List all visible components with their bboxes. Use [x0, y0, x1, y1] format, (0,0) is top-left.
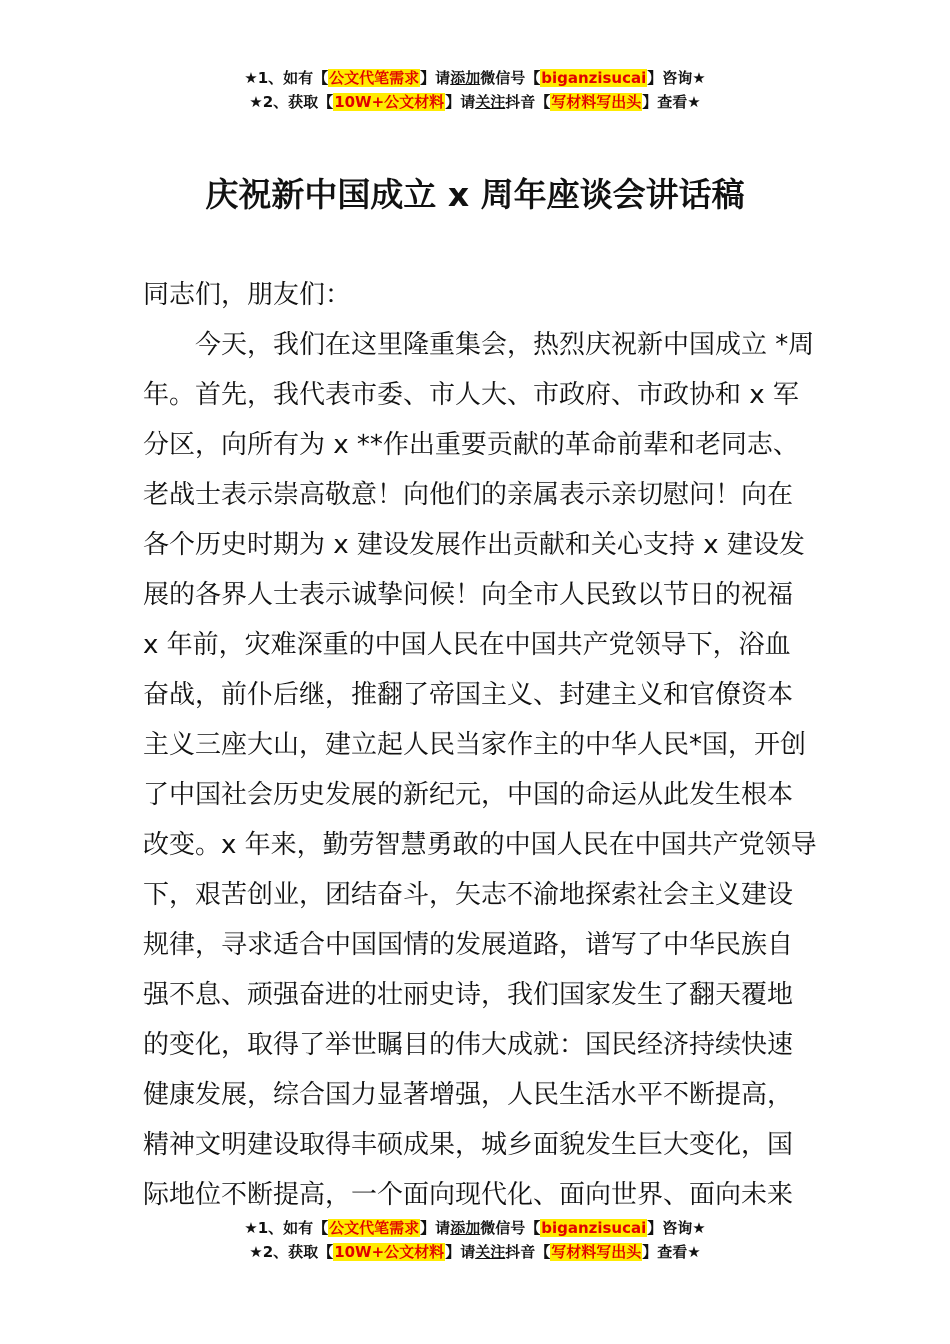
body-line: 分区，向所有为 x **作出重要贡献的革命前辈和老同志、: [143, 430, 799, 460]
body-line: 今天，我们在这里隆重集会，热烈庆祝新中国成立 *周: [143, 330, 815, 360]
body-line: 健康发展，综合国力显著增强，人民生活水平不断提高，: [143, 1080, 794, 1110]
document-title: 庆祝新中国成立 x 周年座谈会讲话稿: [205, 175, 745, 214]
body-line: 同志们，朋友们：: [143, 280, 352, 310]
banner-underlined: 添加: [450, 1219, 481, 1237]
banner-line-2: [0, 1240, 950, 1264]
banner-text: 抖音【: [505, 1243, 551, 1261]
highlight-douyin: 写材料写出头: [551, 1243, 642, 1261]
body-line: 了中国社会历史发展的新纪元，中国的命运从此发生根本: [143, 780, 794, 810]
body-line: x 年前，灾难深重的中国人民在中国共产党领导下，浴血: [143, 630, 791, 660]
body-line: 改变。x 年来，勤劳智慧勇敢的中国人民在中国共产党领导: [143, 830, 817, 860]
body-line: 强不息、顽强奋进的壮丽史诗，我们国家发生了翻天覆地: [143, 980, 794, 1010]
highlight-wechat-id: biganzisucai: [541, 1219, 647, 1237]
banner-text: ★1、如有【: [244, 69, 329, 87]
banner-text: 微信号【: [480, 69, 541, 87]
banner-underlined: 关注: [475, 1243, 506, 1261]
banner-line-1: [0, 66, 950, 90]
body-line: 主义三座大山，建立起人民当家作主的中华人民*国，开创: [143, 730, 807, 760]
body-line: 年。首先，我代表市委、市人大、市政府、市政协和 x 军: [143, 380, 799, 410]
banner-text: 】咨询★: [647, 69, 706, 87]
banner-line-1: [0, 1216, 950, 1240]
banner-underlined: 关注: [475, 93, 506, 111]
banner-text: ★1、如有【: [244, 1219, 329, 1237]
banner-text: ★2、获取【: [249, 93, 334, 111]
banner-text: 】请: [445, 93, 476, 111]
banner-text: 】查看★: [642, 1243, 701, 1261]
banner-text: 】请: [420, 69, 451, 87]
banner-line-2: [0, 90, 950, 114]
highlight-materials: 10W+公文材料: [334, 93, 445, 111]
banner-text: 】查看★: [642, 93, 701, 111]
body-line: 展的各界人士表示诚挚问候！向全市人民致以节日的祝福: [143, 580, 794, 610]
document-body: [143, 270, 817, 1220]
banner-text: ★2、获取【: [249, 1243, 334, 1261]
body-line: 精神文明建设取得丰硕成果，城乡面貌发生巨大变化，国: [143, 1130, 794, 1160]
body-line: 各个历史时期为 x 建设发展作出贡献和关心支持 x 建设发: [143, 530, 805, 560]
banner-text: 】请: [445, 1243, 476, 1261]
banner-text: 】咨询★: [647, 1219, 706, 1237]
highlight-service: 公文代笔需求: [329, 1219, 420, 1237]
bottom-banner: [0, 1216, 950, 1264]
banner-text: 抖音【: [505, 93, 551, 111]
banner-text: 微信号【: [480, 1219, 541, 1237]
body-line: 际地位不断提高，一个面向现代化、面向世界、面向未来: [143, 1180, 794, 1210]
body-line: 规律，寻求适合中国国情的发展道路，谱写了中华民族自: [143, 930, 794, 960]
banner-underlined: 添加: [450, 69, 481, 87]
body-line: 老战士表示崇高敬意！向他们的亲属表示亲切慰问！向在: [143, 480, 794, 510]
highlight-service: 公文代笔需求: [329, 69, 420, 87]
highlight-douyin: 写材料写出头: [551, 93, 642, 111]
highlight-wechat-id: biganzisucai: [541, 69, 647, 87]
body-line: 的变化，取得了举世瞩目的伟大成就：国民经济持续快速: [143, 1030, 794, 1060]
banner-text: 】请: [420, 1219, 451, 1237]
body-line: 下，艰苦创业，团结奋斗，矢志不渝地探索社会主义建设: [143, 880, 794, 910]
body-line: 奋战，前仆后继，推翻了帝国主义、封建主义和官僚资本: [143, 680, 794, 710]
highlight-materials: 10W+公文材料: [334, 1243, 445, 1261]
top-banner: [0, 66, 950, 114]
